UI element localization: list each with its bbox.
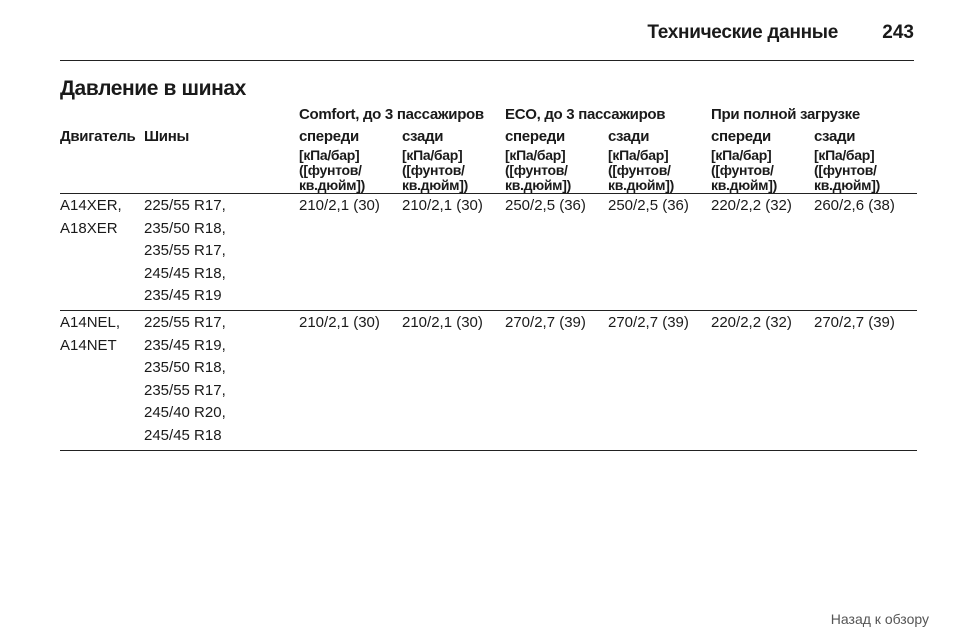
engine-cell: A14XER, A18XER: [60, 197, 122, 237]
unit-header: [кПа/бар] ([фунтов/ кв.дюйм]): [814, 147, 880, 193]
unit-header: [кПа/бар] ([фунтов/ кв.дюйм]): [505, 147, 571, 193]
section-title: Технические данные: [647, 22, 838, 43]
header-spacer: [144, 148, 299, 194]
pressure-value: 250/2,5 (36): [608, 197, 689, 214]
engine-cell: A14NEL, A14NET: [60, 313, 121, 354]
header-spacer: [60, 148, 144, 194]
pressure-value: 270/2,7 (39): [608, 313, 689, 331]
pressure-value: 210/2,1 (30): [299, 313, 380, 331]
unit-header: [кПа/бар] ([фунтов/ кв.дюйм]): [299, 147, 365, 193]
page-number: 243: [882, 22, 914, 43]
pressure-value: 210/2,1 (30): [402, 197, 483, 214]
column-header-engine: Двигатель: [60, 128, 136, 145]
tires-cell: 225/55 R17, 235/50 R18, 235/55 R17, 245/45 R18, 235/45 R19: [144, 197, 226, 305]
pressure-value: 260/2,6 (38): [814, 197, 895, 214]
back-to-overview-link[interactable]: Назад к обзору: [830, 611, 929, 627]
pressure-value: 270/2,7 (39): [505, 313, 586, 331]
tires-cell: 225/55 R17, 235/45 R19, 235/50 R18, 235/55 R17, 245/40 R20, 245/45 R18: [144, 313, 226, 444]
pressure-value: 250/2,5 (36): [505, 197, 586, 214]
unit-header: [кПа/бар] ([фунтов/ кв.дюйм]): [608, 147, 674, 193]
group-header-comfort: Comfort, до 3 пассажиров: [299, 106, 484, 123]
position-header: спереди: [505, 128, 565, 145]
position-header: сзади: [814, 128, 856, 145]
page-title: Давление в шинах: [60, 77, 246, 100]
position-header: сзади: [608, 128, 650, 145]
page-header: [60, 20, 914, 61]
column-header-tires: Шины: [144, 128, 189, 145]
unit-header: [кПа/бар] ([фунтов/ кв.дюйм]): [711, 147, 777, 193]
header-spacer: [144, 106, 299, 128]
table-row: [60, 310, 917, 450]
pressure-value: 270/2,7 (39): [814, 313, 895, 331]
position-header: сзади: [402, 128, 444, 145]
position-header: спереди: [711, 128, 771, 145]
pressure-value: 210/2,1 (30): [299, 197, 380, 214]
unit-header: [кПа/бар] ([фунтов/ кв.дюйм]): [402, 147, 468, 193]
position-header: спереди: [299, 128, 359, 145]
group-header-full-load: При полной загрузке: [711, 106, 860, 123]
pressure-value: 220/2,2 (32): [711, 313, 792, 331]
pressure-value: 220/2,2 (32): [711, 197, 792, 214]
table-row: [60, 194, 917, 311]
tire-pressure-table: [60, 106, 917, 451]
group-header-eco: ECO, до 3 пассажиров: [505, 106, 666, 123]
pressure-value: 210/2,1 (30): [402, 313, 483, 331]
header-spacer: [60, 106, 144, 128]
